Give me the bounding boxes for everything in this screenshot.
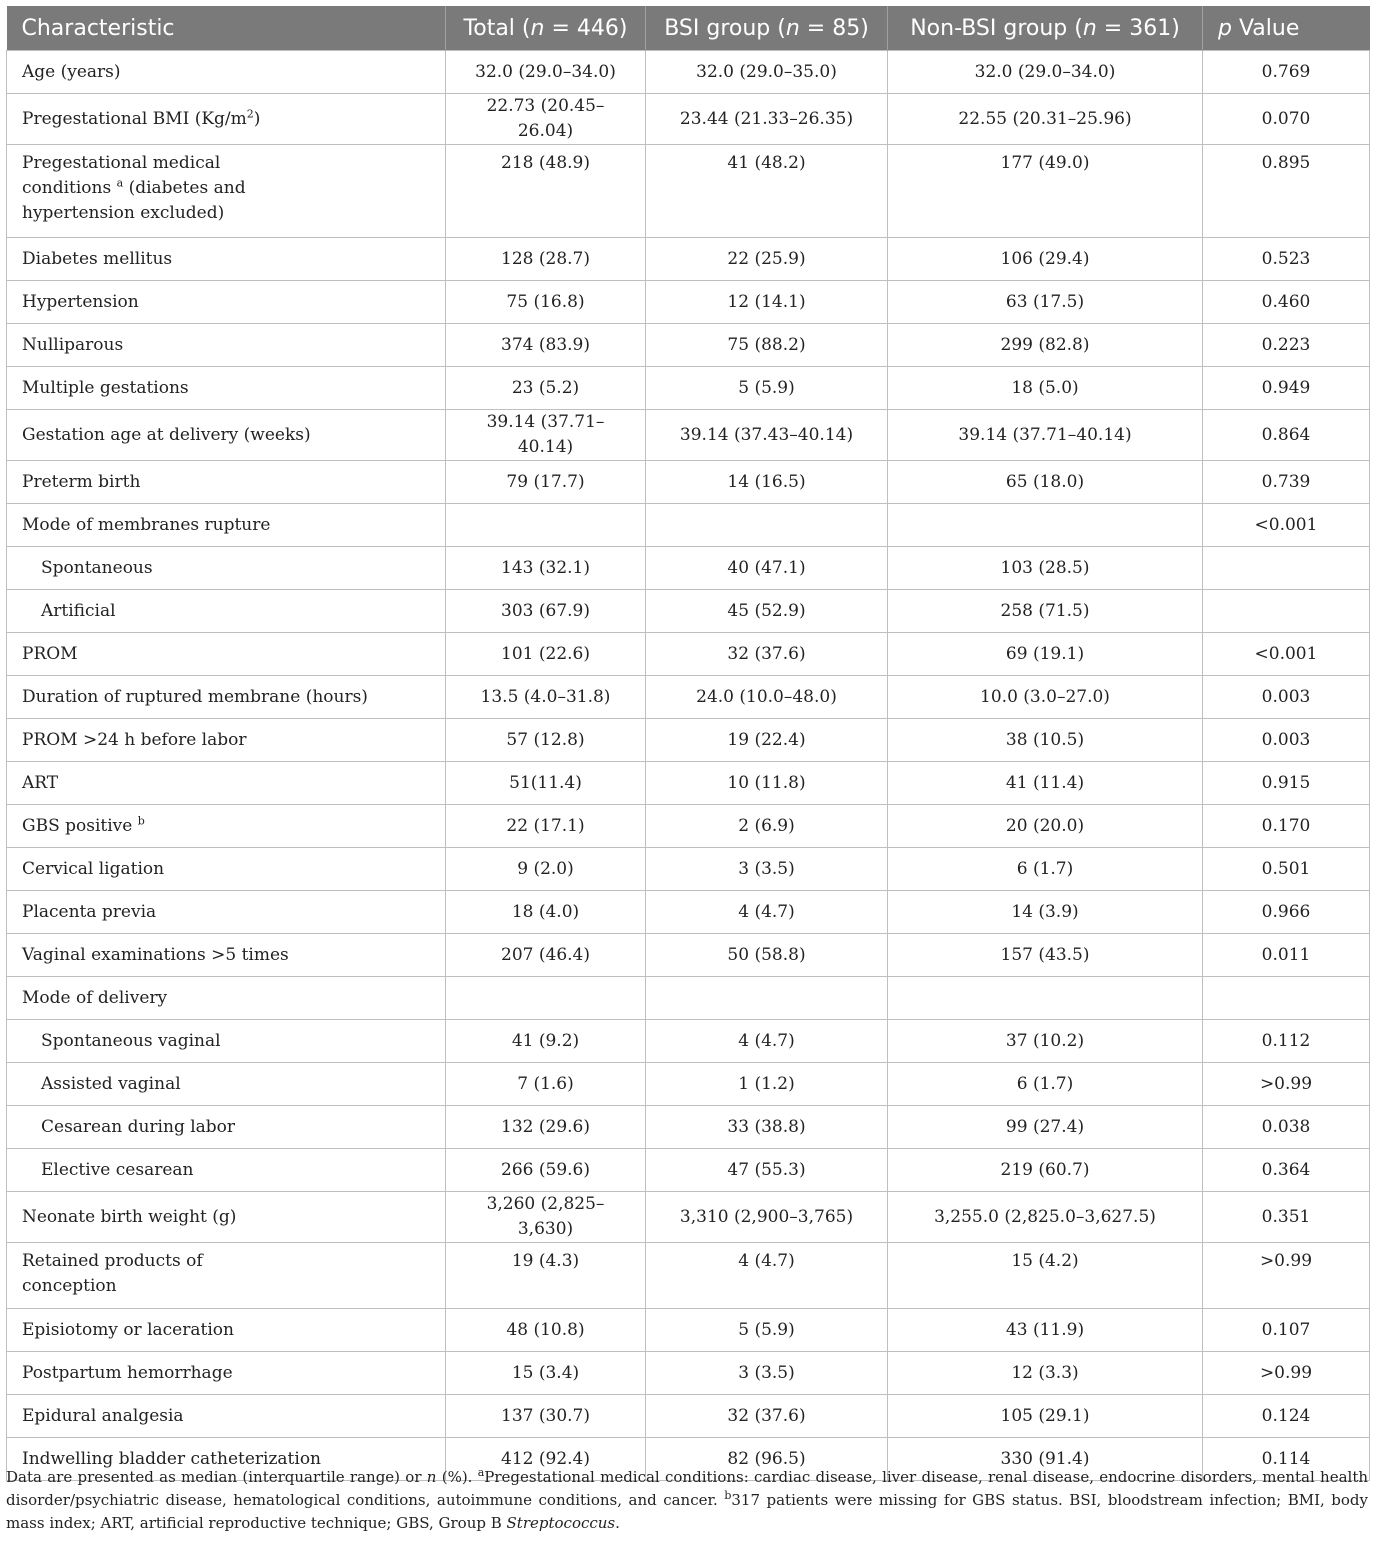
cell-total: 7 (1.6) <box>446 1063 646 1106</box>
cell-p-value: <0.001 <box>1203 633 1370 676</box>
cell-total: 22 (17.1) <box>446 805 646 848</box>
table-row <box>7 590 1370 633</box>
cell-total: 303 (67.9) <box>446 590 646 633</box>
table-row <box>7 805 1370 848</box>
table-footnote: Data are presented as median (interquartile range) or n (%). $^a$Pregestational medical conditions: cardiac disease, liver disease, renal disease, endocrine disorders, mental health disorder/psychiatric disease, hematological conditions, autoimmune conditions, and cancer. $^b$317 patients were missing for GBS status. BSI, bloodstream infection; BMI, body mass index; ART, artificial reproductive technique; GBS, Group B Streptococcus. <box>6 1466 1369 1532</box>
cell-p-value: 0.915 <box>1203 762 1370 805</box>
row-label: PROM >24 h before labor <box>7 719 446 762</box>
cell-bsi: 23.44 (21.33–26.35) <box>646 94 888 145</box>
row-label: Hypertension <box>7 281 446 324</box>
cell-total: 18 (4.0) <box>446 891 646 934</box>
cell-non-bsi: 157 (43.5) <box>888 934 1203 977</box>
table-row <box>7 1063 1370 1106</box>
cell-total: 266 (59.6) <box>446 1149 646 1192</box>
cell-total: 132 (29.6) <box>446 1106 646 1149</box>
row-label: Cesarean during labor <box>7 1106 446 1149</box>
row-label: Episiotomy or laceration <box>7 1309 446 1352</box>
cell-total: 15 (3.4) <box>446 1352 646 1395</box>
table-row <box>7 848 1370 891</box>
cell-non-bsi: 39.14 (37.71–40.14) <box>888 410 1203 461</box>
table-row <box>7 51 1370 94</box>
cell-p-value <box>1203 977 1370 1020</box>
cell-p-value: 0.114 <box>1203 1438 1370 1481</box>
cell-p-value: >0.99 <box>1203 1243 1370 1309</box>
cell-p-value: 0.112 <box>1203 1020 1370 1063</box>
cell-bsi: 3 (3.5) <box>646 1352 888 1395</box>
cell-bsi: 47 (55.3) <box>646 1149 888 1192</box>
row-label: Spontaneous vaginal <box>7 1020 446 1063</box>
row-label: Pregestational BMI $(Kg/m^2)$ <box>7 94 446 145</box>
row-label: Retained products of conception <box>7 1243 446 1309</box>
table-row <box>7 1352 1370 1395</box>
cell-bsi: 19 (22.4) <box>646 719 888 762</box>
cell-p-value: <0.001 <box>1203 504 1370 547</box>
cell-bsi: 32.0 (29.0–35.0) <box>646 51 888 94</box>
cell-bsi: 39.14 (37.43–40.14) <box>646 410 888 461</box>
table-row <box>7 1020 1370 1063</box>
cell-total: 143 (32.1) <box>446 547 646 590</box>
cell-total: 23 (5.2) <box>446 367 646 410</box>
cell-bsi: 40 (47.1) <box>646 547 888 590</box>
cell-bsi: 22 (25.9) <box>646 238 888 281</box>
row-label: PROM <box>7 633 446 676</box>
table-row <box>7 547 1370 590</box>
cell-bsi: 4 (4.7) <box>646 1243 888 1309</box>
cell-p-value: >0.99 <box>1203 1352 1370 1395</box>
cell-total: 101 (22.6) <box>446 633 646 676</box>
cell-p-value: >0.99 <box>1203 1063 1370 1106</box>
cell-total: 137 (30.7) <box>446 1395 646 1438</box>
cell-total: 32.0 (29.0–34.0) <box>446 51 646 94</box>
cell-bsi: 12 (14.1) <box>646 281 888 324</box>
row-label: Cervical ligation <box>7 848 446 891</box>
cell-non-bsi: 3,255.0 (2,825.0–3,627.5) <box>888 1192 1203 1243</box>
row-label: Spontaneous <box>7 547 446 590</box>
row-label: Pregestational medical conditions $^a$ (diabetes and hypertension excluded) <box>7 145 446 238</box>
cell-non-bsi: 106 (29.4) <box>888 238 1203 281</box>
cell-total: 41 (9.2) <box>446 1020 646 1063</box>
table-row <box>7 281 1370 324</box>
table-row <box>7 934 1370 977</box>
cell-bsi: 3 (3.5) <box>646 848 888 891</box>
table-row <box>7 461 1370 504</box>
cell-bsi: 45 (52.9) <box>646 590 888 633</box>
table-row <box>7 1192 1370 1243</box>
row-label: Diabetes mellitus <box>7 238 446 281</box>
table-row <box>7 1106 1370 1149</box>
cell-bsi: 50 (58.8) <box>646 934 888 977</box>
cell-non-bsi <box>888 504 1203 547</box>
cell-p-value: 0.523 <box>1203 238 1370 281</box>
row-label: Age (years) <box>7 51 446 94</box>
header-characteristic: Characteristic <box>7 6 446 51</box>
cell-bsi: 1 (1.2) <box>646 1063 888 1106</box>
table-header-row <box>7 6 1370 51</box>
cell-non-bsi: 299 (82.8) <box>888 324 1203 367</box>
cell-p-value: 0.124 <box>1203 1395 1370 1438</box>
row-label: Multiple gestations <box>7 367 446 410</box>
cell-non-bsi: 15 (4.2) <box>888 1243 1203 1309</box>
row-label: Mode of membranes rupture <box>7 504 446 547</box>
cell-total: 3,260 (2,825–3,630) <box>446 1192 646 1243</box>
header-non-bsi-group: Non-BSI group (n = 361) <box>888 6 1203 51</box>
table-row <box>7 410 1370 461</box>
table-row <box>7 1395 1370 1438</box>
cell-non-bsi: 219 (60.7) <box>888 1149 1203 1192</box>
cell-total: 57 (12.8) <box>446 719 646 762</box>
cell-total <box>446 504 646 547</box>
cell-p-value: 0.070 <box>1203 94 1370 145</box>
cell-non-bsi: 65 (18.0) <box>888 461 1203 504</box>
cell-non-bsi: 14 (3.9) <box>888 891 1203 934</box>
header-bsi-group: BSI group (n = 85) <box>646 6 888 51</box>
table-row <box>7 762 1370 805</box>
cell-p-value: 0.769 <box>1203 51 1370 94</box>
cell-p-value: 0.003 <box>1203 719 1370 762</box>
cell-bsi: 33 (38.8) <box>646 1106 888 1149</box>
cell-total: 79 (17.7) <box>446 461 646 504</box>
header-total: Total (n = 446) <box>446 6 646 51</box>
cell-bsi <box>646 504 888 547</box>
cell-total: 218 (48.9) <box>446 145 646 238</box>
row-label: Placenta previa <box>7 891 446 934</box>
cell-non-bsi: 177 (49.0) <box>888 145 1203 238</box>
table-row <box>7 676 1370 719</box>
cell-non-bsi: 37 (10.2) <box>888 1020 1203 1063</box>
row-label: Preterm birth <box>7 461 446 504</box>
cell-bsi: 41 (48.2) <box>646 145 888 238</box>
cell-total: 75 (16.8) <box>446 281 646 324</box>
cell-bsi: 4 (4.7) <box>646 891 888 934</box>
row-label: ART <box>7 762 446 805</box>
cell-total: 48 (10.8) <box>446 1309 646 1352</box>
row-label: Neonate birth weight (g) <box>7 1192 446 1243</box>
row-label: Epidural analgesia <box>7 1395 446 1438</box>
cell-non-bsi: 330 (91.4) <box>888 1438 1203 1481</box>
cell-non-bsi: 12 (3.3) <box>888 1352 1203 1395</box>
cell-p-value: 0.038 <box>1203 1106 1370 1149</box>
table-row <box>7 891 1370 934</box>
table-row <box>7 94 1370 145</box>
cell-total: 19 (4.3) <box>446 1243 646 1309</box>
cell-bsi: 14 (16.5) <box>646 461 888 504</box>
cell-bsi: 5 (5.9) <box>646 367 888 410</box>
cell-bsi: 2 (6.9) <box>646 805 888 848</box>
cell-non-bsi: 63 (17.5) <box>888 281 1203 324</box>
cell-bsi: 24.0 (10.0–48.0) <box>646 676 888 719</box>
cell-non-bsi: 6 (1.7) <box>888 1063 1203 1106</box>
cell-p-value: 0.003 <box>1203 676 1370 719</box>
row-label: Vaginal examinations >5 times <box>7 934 446 977</box>
table-row <box>7 367 1370 410</box>
cell-p-value: 0.223 <box>1203 324 1370 367</box>
row-label: GBS positive $^b$ <box>7 805 446 848</box>
row-label: Postpartum hemorrhage <box>7 1352 446 1395</box>
row-label: Mode of delivery <box>7 977 446 1020</box>
table-row <box>7 238 1370 281</box>
cell-bsi: 32 (37.6) <box>646 1395 888 1438</box>
table-row <box>7 145 1370 238</box>
cell-total: 13.5 (4.0–31.8) <box>446 676 646 719</box>
table-row <box>7 324 1370 367</box>
table-row <box>7 504 1370 547</box>
row-label: Indwelling bladder catheterization <box>7 1438 446 1481</box>
cell-p-value: 0.864 <box>1203 410 1370 461</box>
row-label: Assisted vaginal <box>7 1063 446 1106</box>
row-label: Gestation age at delivery (weeks) <box>7 410 446 461</box>
cell-total: 22.73 (20.45–26.04) <box>446 94 646 145</box>
cell-total: 374 (83.9) <box>446 324 646 367</box>
cell-p-value: 0.364 <box>1203 1149 1370 1192</box>
cell-total: 412 (92.4) <box>446 1438 646 1481</box>
cell-non-bsi: 6 (1.7) <box>888 848 1203 891</box>
table-row <box>7 1309 1370 1352</box>
cell-p-value: 0.501 <box>1203 848 1370 891</box>
cell-non-bsi: 20 (20.0) <box>888 805 1203 848</box>
cell-total: 39.14 (37.71–40.14) <box>446 410 646 461</box>
row-label: Artificial <box>7 590 446 633</box>
characteristics-table <box>6 6 1370 1481</box>
cell-p-value: 0.895 <box>1203 145 1370 238</box>
cell-p-value: 0.170 <box>1203 805 1370 848</box>
row-label: Nulliparous <box>7 324 446 367</box>
cell-non-bsi: 18 (5.0) <box>888 367 1203 410</box>
cell-non-bsi: 43 (11.9) <box>888 1309 1203 1352</box>
cell-p-value: 0.949 <box>1203 367 1370 410</box>
cell-bsi: 75 (88.2) <box>646 324 888 367</box>
cell-p-value: 0.460 <box>1203 281 1370 324</box>
cell-p-value: 0.739 <box>1203 461 1370 504</box>
cell-bsi: 82 (96.5) <box>646 1438 888 1481</box>
cell-p-value <box>1203 547 1370 590</box>
table-row <box>7 977 1370 1020</box>
cell-bsi: 10 (11.8) <box>646 762 888 805</box>
cell-p-value: 0.966 <box>1203 891 1370 934</box>
cell-non-bsi: 22.55 (20.31–25.96) <box>888 94 1203 145</box>
table-row <box>7 719 1370 762</box>
cell-bsi <box>646 977 888 1020</box>
cell-total: 51(11.4) <box>446 762 646 805</box>
row-label: Duration of ruptured membrane (hours) <box>7 676 446 719</box>
cell-total: 9 (2.0) <box>446 848 646 891</box>
table-row <box>7 1149 1370 1192</box>
cell-non-bsi: 105 (29.1) <box>888 1395 1203 1438</box>
cell-bsi: 32 (37.6) <box>646 633 888 676</box>
cell-p-value <box>1203 590 1370 633</box>
cell-total: 128 (28.7) <box>446 238 646 281</box>
table-row <box>7 1243 1370 1309</box>
cell-p-value: 0.107 <box>1203 1309 1370 1352</box>
cell-non-bsi: 69 (19.1) <box>888 633 1203 676</box>
cell-non-bsi <box>888 977 1203 1020</box>
cell-non-bsi: 10.0 (3.0–27.0) <box>888 676 1203 719</box>
table-row <box>7 633 1370 676</box>
cell-non-bsi: 32.0 (29.0–34.0) <box>888 51 1203 94</box>
cell-non-bsi: 41 (11.4) <box>888 762 1203 805</box>
cell-bsi: 4 (4.7) <box>646 1020 888 1063</box>
cell-bsi: 5 (5.9) <box>646 1309 888 1352</box>
row-label: Elective cesarean <box>7 1149 446 1192</box>
header-p-value: p Value <box>1203 6 1370 51</box>
cell-p-value: 0.351 <box>1203 1192 1370 1243</box>
cell-non-bsi: 99 (27.4) <box>888 1106 1203 1149</box>
cell-bsi: 3,310 (2,900–3,765) <box>646 1192 888 1243</box>
cell-total <box>446 977 646 1020</box>
cell-non-bsi: 103 (28.5) <box>888 547 1203 590</box>
cell-non-bsi: 38 (10.5) <box>888 719 1203 762</box>
cell-non-bsi: 258 (71.5) <box>888 590 1203 633</box>
cell-p-value: 0.011 <box>1203 934 1370 977</box>
cell-total: 207 (46.4) <box>446 934 646 977</box>
